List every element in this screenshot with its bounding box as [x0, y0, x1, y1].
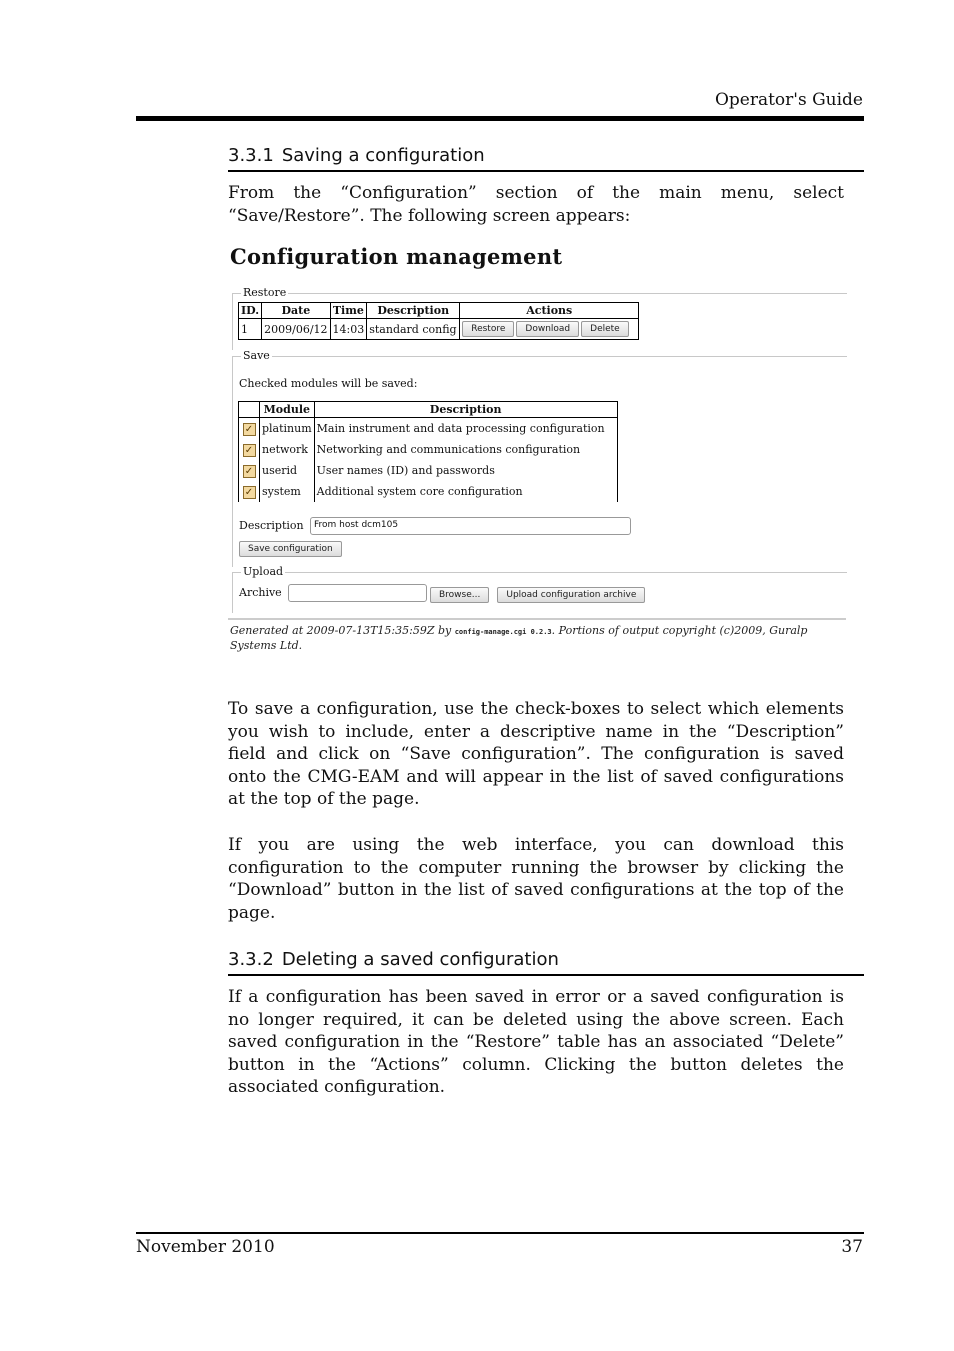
- col-header: Time: [330, 303, 367, 319]
- generated-prefix: Generated at 2009-07-13T15:35:59Z by: [230, 624, 455, 637]
- module-description: Main instrument and data processing configuration: [314, 418, 617, 440]
- module-name: platinum: [260, 418, 315, 440]
- section-number: 3.3.1: [228, 145, 274, 166]
- text-line: page.: [228, 902, 276, 923]
- delete-instructions-paragraph: [228, 986, 844, 1099]
- description-input[interactable]: From host dcm105: [310, 517, 631, 535]
- module-description: Networking and communications configuration: [314, 439, 617, 460]
- text-line: at the top of the page.: [228, 789, 420, 810]
- table-row: [239, 481, 618, 502]
- cell-id: 1: [239, 319, 262, 340]
- col-header: ID.: [239, 303, 262, 319]
- generated-suffix-2: Systems Ltd.: [230, 639, 303, 652]
- generated-suffix: . Portions of output copyright (c)2009, Guralp: [551, 624, 808, 637]
- text-line: saved configuration in the “Restore” table has an associated “Delete”: [228, 1032, 844, 1053]
- table-row: [239, 319, 639, 340]
- col-header-checkbox: [239, 402, 260, 418]
- upload-buttons: [430, 584, 647, 603]
- text-line: From the “Configuration” section of the main menu, select: [228, 183, 844, 203]
- restore-table: [238, 302, 639, 340]
- intro-paragraph: [228, 182, 844, 227]
- table-row: [239, 418, 618, 440]
- col-header: Actions: [460, 303, 639, 319]
- text-line: no longer required, it can be deleted using the above screen. Each: [228, 1009, 844, 1030]
- generated-rule: [228, 618, 846, 620]
- generated-tool: config-manage.cgi 0.2.3: [454, 628, 552, 636]
- footer-date: November 2010: [136, 1237, 275, 1257]
- footer-rule: [136, 1232, 864, 1234]
- text-line: you wish to include, enter a descriptive name in the “Description”: [228, 721, 844, 742]
- modules-table: [238, 401, 618, 502]
- section-heading-deleting: [228, 949, 864, 976]
- checkbox-cell: [239, 481, 260, 502]
- archive-file-input[interactable]: [288, 584, 427, 602]
- description-label: Description: [239, 519, 304, 532]
- module-name: network: [260, 439, 315, 460]
- text-line: configuration to the computer running the browser by clicking the: [228, 857, 844, 878]
- modules-header-row: [239, 402, 618, 418]
- text-line: button in the “Actions” column. Clicking the button deletes the: [228, 1054, 844, 1075]
- text-line: “Download” button in the list of saved configurations at the top of the: [228, 880, 844, 901]
- module-description: User names (ID) and passwords: [314, 460, 617, 481]
- text-line: To save a configuration, use the check-boxes to select which elements: [228, 699, 844, 719]
- section-number: 3.3.2: [228, 949, 274, 970]
- module-description: Additional system core configuration: [314, 481, 617, 502]
- cell-description: standard config: [367, 319, 460, 340]
- restore-header-row: [239, 303, 639, 319]
- cell-actions: [460, 319, 639, 340]
- checkbox-system[interactable]: ✓: [243, 486, 256, 499]
- page-number: 37: [841, 1237, 863, 1257]
- checkbox-network[interactable]: ✓: [243, 444, 256, 457]
- module-name: userid: [260, 460, 315, 481]
- checkbox-cell: [239, 418, 260, 440]
- table-row: [239, 460, 618, 481]
- checkbox-userid[interactable]: ✓: [243, 465, 256, 478]
- text-line: If you are using the web interface, you can download this: [228, 835, 844, 855]
- table-row: [239, 439, 618, 460]
- text-line: “Save/Restore”. The following screen appears:: [228, 205, 631, 226]
- header-rule: [136, 116, 864, 121]
- text-line: field and click on “Save configuration”. The configuration is saved: [228, 744, 844, 765]
- archive-label: Archive: [239, 586, 282, 599]
- delete-button[interactable]: Delete: [581, 321, 629, 337]
- text-line: If a configuration has been saved in error or a saved configuration is: [228, 987, 844, 1007]
- screenshot-title: Configuration management: [230, 244, 563, 269]
- cell-time: 14:03: [330, 319, 367, 340]
- text-line: onto the CMG-EAM and will appear in the list of saved configurations: [228, 766, 844, 787]
- col-header: Date: [262, 303, 330, 319]
- col-header: Module: [260, 402, 315, 418]
- restore-legend: Restore: [243, 286, 287, 299]
- browse-button[interactable]: Browse...: [430, 587, 489, 603]
- upload-archive-button[interactable]: Upload configuration archive: [497, 587, 645, 603]
- section-heading-saving: [228, 145, 864, 172]
- checkbox-cell: [239, 460, 260, 481]
- checkbox-cell: [239, 439, 260, 460]
- download-instructions-paragraph: [228, 834, 844, 924]
- save-legend: Save: [243, 349, 270, 362]
- save-configuration-button[interactable]: Save configuration: [239, 541, 342, 557]
- restore-button[interactable]: Restore: [462, 321, 514, 337]
- download-button[interactable]: Download: [516, 321, 579, 337]
- module-name: system: [260, 481, 315, 502]
- text-line: associated configuration.: [228, 1077, 446, 1098]
- section-title: Saving a configuration: [281, 145, 485, 166]
- col-header: Description: [367, 303, 460, 319]
- cell-date: 2009/06/12: [262, 319, 330, 340]
- save-instructions-paragraph: [228, 698, 844, 811]
- section-title: Deleting a saved configuration: [281, 949, 559, 970]
- checkbox-platinum[interactable]: ✓: [243, 423, 256, 436]
- col-header: Description: [314, 402, 617, 418]
- config-management-screenshot: [228, 240, 848, 660]
- running-header: Operator's Guide: [714, 90, 863, 110]
- checked-modules-note: Checked modules will be saved:: [239, 377, 418, 390]
- upload-legend: Upload: [243, 565, 284, 578]
- save-button-wrap: [239, 538, 344, 557]
- generated-note: [230, 624, 846, 652]
